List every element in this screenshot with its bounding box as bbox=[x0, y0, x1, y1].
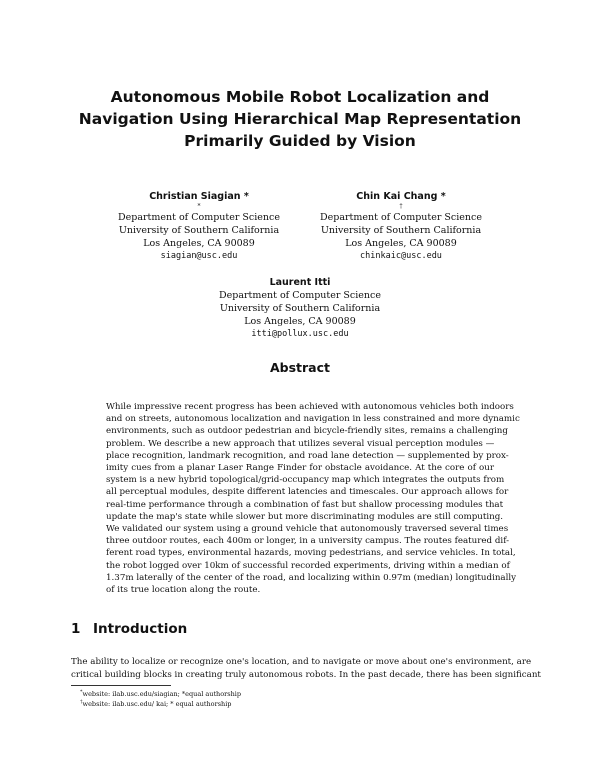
footnote-2 bbox=[80, 698, 231, 709]
footnote-divider bbox=[71, 685, 171, 686]
intro-line: critical building blocks in creating truly autonomous robots. In the past decade, there has been significant bbox=[71, 669, 541, 680]
author-block-chang bbox=[306, 190, 496, 263]
author-city: Los Angeles, CA 90089 bbox=[244, 316, 356, 327]
abstract-line: system is a new hybrid topological/grid-occupancy map which integrates the outputs from bbox=[106, 475, 505, 486]
author-footnote-mark: * bbox=[197, 203, 201, 210]
abstract-line: ferent road types, environmental hazards, moving pedestrians, and service vehicles. In total, bbox=[106, 548, 516, 559]
author-city: Los Angeles, CA 90089 bbox=[143, 238, 255, 249]
author-block-itti bbox=[195, 276, 405, 341]
footnote-text: website: ilab.usc.edu/siagian; *equal authorship bbox=[82, 690, 242, 699]
abstract-line: update the map's state while slower but more discriminating modules are still computing. bbox=[106, 511, 504, 522]
author-name: Chin Kai Chang * bbox=[356, 191, 446, 202]
author-email: itti@pollux.usc.edu bbox=[251, 329, 349, 339]
abstract-line: While impressive recent progress has been achieved with autonomous vehicles both indoors bbox=[106, 402, 514, 412]
title-line: Navigation Using Hierarchical Map Representation bbox=[78, 110, 522, 128]
author-block-siagian bbox=[104, 190, 294, 263]
author-email: siagian@usc.edu bbox=[160, 251, 238, 261]
abstract-line: 1.37m laterally of the center of the road, and localizing within 0.97m (median) longitudinally bbox=[106, 572, 517, 583]
abstract-line: all perceptual modules, despite different latencies and timescales. Our approach allows for bbox=[106, 487, 509, 498]
section-heading-introduction bbox=[71, 621, 187, 637]
abstract-line: real-time performance through a combination of fast but shallow processing modules that bbox=[106, 499, 504, 510]
section-title: Introduction bbox=[93, 621, 188, 637]
footnote-mark: * bbox=[80, 689, 83, 695]
intro-paragraph bbox=[71, 656, 541, 681]
author-dept: Department of Computer Science bbox=[118, 212, 280, 223]
abstract-heading: Abstract bbox=[269, 360, 331, 375]
abstract-line: We validated our system using a ground vehicle that autonomously traversed several times bbox=[106, 524, 509, 535]
author-dept: Department of Computer Science bbox=[320, 212, 482, 223]
author-univ: University of Southern California bbox=[320, 225, 482, 236]
section-number: 1 bbox=[71, 621, 81, 637]
footnote-text: website: ilab.usc.edu/ kai; * equal authorship bbox=[82, 700, 232, 709]
abstract-line: the robot logged over 10km of successful recorded experiments, driving within a median of bbox=[106, 560, 510, 571]
abstract-body bbox=[106, 401, 520, 596]
abstract-line: and on streets, autonomous localization and navigation in less constrained and more dynamic bbox=[106, 414, 520, 425]
author-footnote-mark: † bbox=[399, 203, 403, 210]
author-city: Los Angeles, CA 90089 bbox=[345, 238, 457, 249]
author-email: chinkaic@usc.edu bbox=[360, 251, 442, 261]
author-univ: University of Southern California bbox=[219, 303, 381, 314]
abstract-line: environments, such as outdoor pedestrian and bicycle-friendly sites, remains a challenging bbox=[106, 426, 508, 437]
abstract-line: problem. We describe a new approach that utilizes several visual perception modules — bbox=[106, 438, 495, 449]
author-name: Christian Siagian * bbox=[149, 191, 249, 202]
abstract-line: imity cues from a planar Laser Range Finder for obstacle avoidance. At the core of our bbox=[106, 463, 494, 474]
paper-title bbox=[0, 86, 600, 152]
title-line: Primarily Guided by Vision bbox=[184, 132, 416, 150]
abstract-line: three outdoor routes, each 400m or longer, in a university campus. The routes featured dif- bbox=[106, 536, 510, 547]
author-univ: University of Southern California bbox=[118, 225, 280, 236]
intro-line: The ability to localize or recognize one's location, and to navigate or move about one's environment, are bbox=[71, 657, 532, 667]
author-dept: Department of Computer Science bbox=[219, 290, 381, 301]
author-name: Laurent Itti bbox=[269, 277, 331, 288]
abstract-line: place recognition, landmark recognition, and road lane detection — supplemented by prox- bbox=[106, 450, 509, 461]
footnote-mark: † bbox=[80, 699, 83, 705]
title-line: Autonomous Mobile Robot Localization and bbox=[110, 88, 490, 106]
abstract-line: of its true location along the route. bbox=[106, 585, 261, 596]
